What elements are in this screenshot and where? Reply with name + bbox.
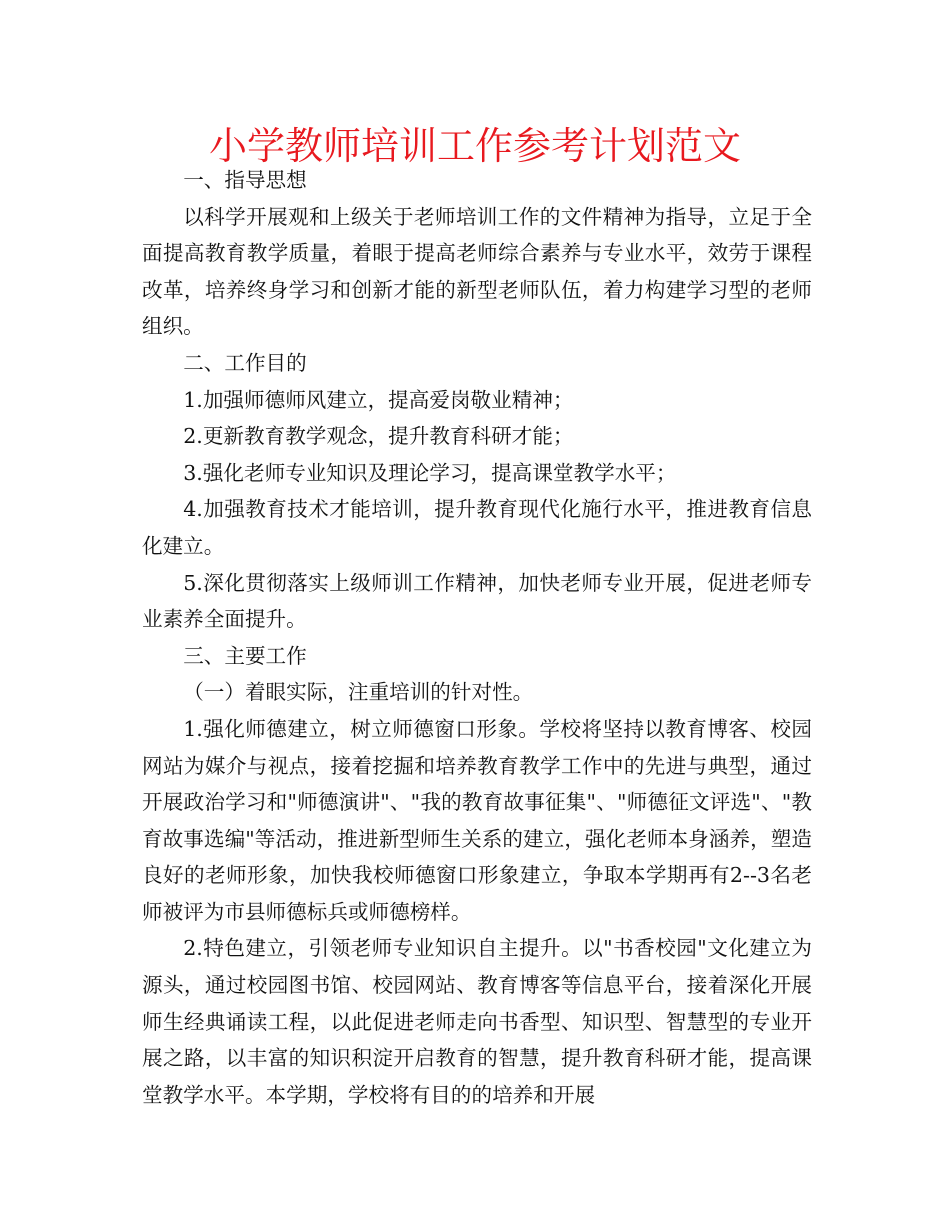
subsection-heading-1: （一）着眼实际，注重培训的针对性。: [183, 680, 534, 705]
goal-item-4: 4.加强教育技术才能培训，提升教育现代化施行水平，推进教育信息化建立。: [142, 497, 812, 558]
goal-item-2: 2.更新教育教学观念，提升教育科研才能；: [183, 424, 574, 449]
section-heading-main-work: 三、主要工作: [183, 643, 307, 668]
document-body: [142, 162, 812, 1113]
goal-item-3: 3.强化老师专业知识及理论学习，提高课堂教学水平；: [183, 460, 677, 485]
goal-item-5: 5.深化贯彻落实上级师训工作精神，加快老师专业开展，促进老师专业素养全面提升。: [142, 570, 812, 632]
section-heading-work-goals: 二、工作目的: [183, 350, 307, 375]
goal-item-1: 1.加强师德师风建立，提高爱岗敬业精神；: [183, 387, 574, 412]
document-title: 小学教师培训工作参考计划范文: [208, 124, 741, 168]
section-heading-guiding-thought: 一、指导思想: [183, 168, 307, 192]
paragraph-guiding-thought: 以科学开展观和上级关于老师培训工作的文件精神为指导，立足于全面提高教育教学质量，着眼于提高老师综合素养与专业水平，效劳于课程改革，培养终身学习和创新才能的新型老师队伍，着力构建学习型的老师组织。: [142, 204, 812, 339]
work-item-2: 2.特色建立，引领老师专业知识自主提升。以"书香校园"文化建立为源头，通过校园图书馆、校园网站、教育博客等信息平台，接着深化开展师生经典诵读工程，以此促进老师走向书香型、知识型、智慧型的专业开展之路，以丰富的知识积淀开启教育的智慧，提升教育科研才能，提高课堂教学水平。本学期，学校将有目的的培养和开展: [142, 936, 812, 1107]
work-item-1: 1.强化师德建立，树立师德窗口形象。学校将坚持以教育博客、校园网站为媒介与视点，接着挖掘和培养教育教学工作中的先进与典型，通过开展政治学习和"师德演讲"、"我的教育故事征集"、"师德征文评选"、"教育故事选编"等活动，推进新型师生关系的建立，强化老师本身涵养，塑造良好的老师形象，加快我校师德窗口形象建立，争取本学期再有2--3名老师被评为市县师德标兵或师德榜样。: [142, 716, 812, 924]
